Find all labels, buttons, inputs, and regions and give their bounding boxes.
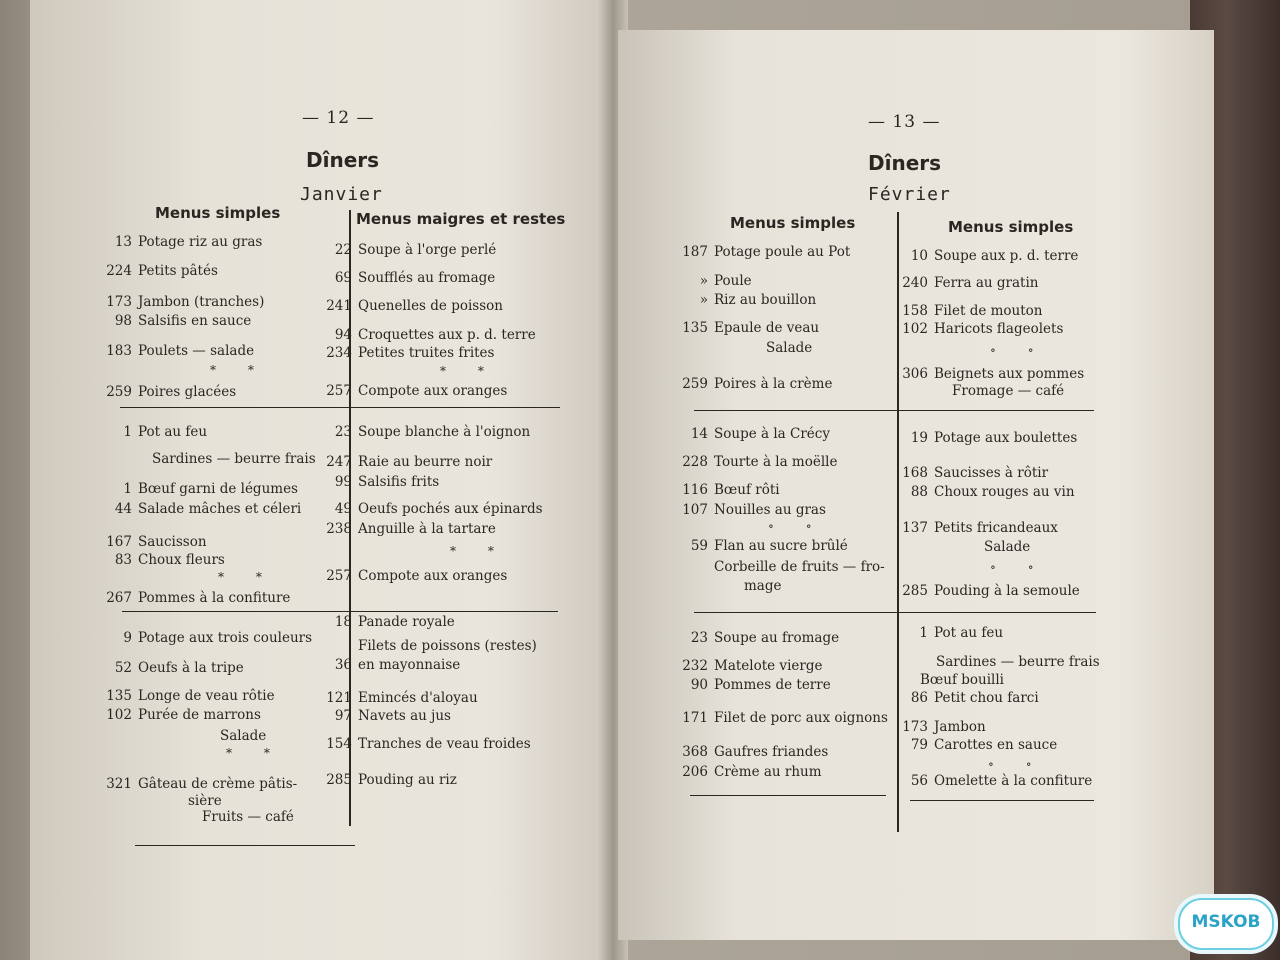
column-head-right-1: Menus simples: [730, 214, 856, 232]
separator-stars: * *: [218, 570, 276, 584]
menu-item: 135 Epaule de veau: [682, 320, 820, 336]
menu-item: 86 Petit chou farci: [910, 690, 1039, 706]
menu-item: mage: [744, 578, 782, 594]
separator-stars: * *: [210, 363, 268, 377]
menu-item: 259 Poires à la crème: [682, 376, 833, 392]
menu-item: Sardines — beurre frais: [936, 654, 1100, 670]
page-number-right: — 13 —: [868, 112, 941, 132]
separator-circles: ∘ ∘: [990, 560, 1048, 574]
menu-item: 173 Jambon: [902, 719, 986, 735]
menu-item: 19 Potage aux boulettes: [910, 430, 1078, 446]
menu-item: 240 Ferra au gratin: [902, 275, 1039, 291]
menu-item: 1 Pot au feu: [123, 424, 208, 440]
menu-item: 94 Croquettes aux p. d. terre: [334, 327, 536, 343]
menu-item: 238 Anguille à la tartare: [326, 521, 496, 537]
menu-item: 285 Pouding à la semoule: [902, 583, 1080, 599]
separator-circles: ∘ ∘: [988, 757, 1046, 771]
menu-item: 267 Pommes à la confiture: [106, 590, 291, 606]
menu-item: 88 Choux rouges au vin: [910, 484, 1075, 500]
menu-item: 228 Tourte à la moëlle: [682, 454, 838, 470]
menu-item: 56 Omelette à la confiture: [910, 773, 1093, 789]
menu-item: 368 Gaufres friandes: [682, 744, 829, 760]
section-rule: [694, 410, 1094, 411]
menu-item: Salade: [220, 728, 267, 744]
menu-item: » Poule: [699, 273, 752, 289]
menu-item: 158 Filet de mouton: [902, 303, 1043, 319]
menu-item: 9 Potage aux trois couleurs: [123, 630, 313, 646]
menu-item: 14 Soupe à la Crécy: [690, 426, 830, 442]
menu-item: 98 Salsifis en sauce: [114, 313, 252, 329]
separator-stars: * *: [226, 746, 284, 760]
menu-item: 36 en mayonnaise: [334, 657, 461, 673]
menu-item: Fromage — café: [952, 383, 1065, 399]
menu-item: 137 Petits fricandeaux: [902, 520, 1058, 536]
menu-item: 167 Saucisson: [106, 534, 207, 550]
menu-item: 49 Oeufs pochés aux épinards: [334, 501, 543, 517]
separator-stars: * *: [440, 364, 498, 378]
menu-item: 121 Emincés d'aloyau: [326, 690, 478, 706]
menu-item: 168 Saucisses à rôtir: [902, 465, 1049, 481]
menu-item: 23 Soupe au fromage: [690, 630, 840, 646]
menu-item: Corbeille de fruits — fro-: [714, 559, 885, 575]
month-label-left: Janvier: [300, 184, 383, 205]
separator-stars: * *: [450, 544, 508, 558]
menu-item: Bœuf bouilli: [920, 672, 1004, 688]
section-rule: [120, 407, 560, 408]
menu-item: 285 Pouding au riz: [326, 772, 457, 788]
menu-item: 154 Tranches de veau froides: [326, 736, 531, 752]
menu-item: 232 Matelote vierge: [682, 658, 823, 674]
column-head-left-1: Menus simples: [155, 204, 281, 222]
menu-item: 44 Salade mâches et céleri: [114, 501, 302, 517]
menu-item: 18 Panade royale: [334, 614, 455, 630]
menu-item: 97 Navets au jus: [334, 708, 451, 724]
menu-item: 257 Compote aux oranges: [326, 568, 508, 584]
menu-item: 135 Longe de veau rôtie: [106, 688, 275, 704]
menu-item: 306 Beignets aux pommes: [902, 366, 1085, 382]
menu-item: 234 Petites truites frites: [326, 345, 495, 361]
column-head-left-2: Menus maigres et restes: [356, 210, 566, 228]
menu-item: sière: [188, 793, 222, 809]
menu-item: 259 Poires glacées: [106, 384, 237, 400]
menu-item: 99 Salsifis frits: [334, 474, 440, 490]
menu-item: 1 Bœuf garni de légumes: [123, 481, 298, 497]
section-rule: [135, 845, 355, 846]
watermark-badge: [1178, 898, 1274, 950]
menu-item: 83 Choux fleurs: [114, 552, 225, 568]
page-number-left: — 12 —: [302, 108, 375, 128]
menu-item: 23 Soupe blanche à l'oignon: [334, 424, 531, 440]
section-rule: [122, 611, 558, 612]
menu-item: 107 Nouilles au gras: [682, 502, 826, 518]
menu-item: 116 Bœuf rôti: [682, 482, 780, 498]
separator-circles: ∘ ∘: [768, 519, 826, 533]
menu-item: 90 Pommes de terre: [690, 677, 831, 693]
menu-item: 22 Soupe à l'orge perlé: [334, 242, 497, 258]
menu-item: Fruits — café: [202, 809, 294, 825]
menu-item: 102 Haricots flageolets: [902, 321, 1064, 337]
menu-item: Salade: [766, 340, 813, 356]
menu-item: 241 Quenelles de poisson: [326, 298, 503, 314]
menu-item: 183 Poulets — salade: [106, 343, 255, 359]
menu-item: 257 Compote aux oranges: [326, 383, 508, 399]
left-page: [30, 0, 608, 960]
section-rule: [690, 795, 886, 796]
menu-item: 321 Gâteau de crème pâtis-: [106, 776, 298, 792]
menu-item: 52 Oeufs à la tripe: [114, 660, 244, 676]
section-rule: [694, 612, 1096, 613]
page-title-right: Dîners: [868, 151, 942, 175]
menu-item: Salade: [984, 539, 1031, 555]
menu-item: 102 Purée de marrons: [106, 707, 261, 723]
section-rule: [910, 800, 1094, 801]
menu-item: 224 Petits pâtés: [106, 263, 218, 279]
page-title-left: Dîners: [306, 148, 380, 172]
menu-item: 206 Crème au rhum: [682, 764, 822, 780]
menu-item: 173 Jambon (tranches): [106, 294, 265, 310]
menu-item: 187 Potage poule au Pot: [682, 244, 851, 260]
separator-circles: ∘ ∘: [990, 343, 1048, 357]
menu-item: 1 Pot au feu: [919, 625, 1004, 641]
menu-item: Sardines — beurre frais: [152, 451, 316, 467]
column-head-right-2: Menus simples: [948, 218, 1074, 236]
menu-item: 10 Soupe aux p. d. terre: [910, 248, 1079, 264]
menu-item: 13 Potage riz au gras: [114, 234, 263, 250]
menu-item: 59 Flan au sucre brûlé: [690, 538, 848, 554]
menu-item: 247 Raie au beurre noir: [326, 454, 493, 470]
menu-item: » Riz au bouillon: [699, 292, 817, 308]
watermark-text: MSKOB: [1191, 912, 1261, 932]
menu-item: 79 Carottes en sauce: [910, 737, 1058, 753]
month-label-right: Février: [868, 184, 951, 205]
menu-item: 69 Soufflés au fromage: [334, 270, 496, 286]
menu-item: 171 Filet de porc aux oignons: [682, 710, 888, 726]
menu-item: Filets de poissons (restes): [358, 638, 537, 654]
